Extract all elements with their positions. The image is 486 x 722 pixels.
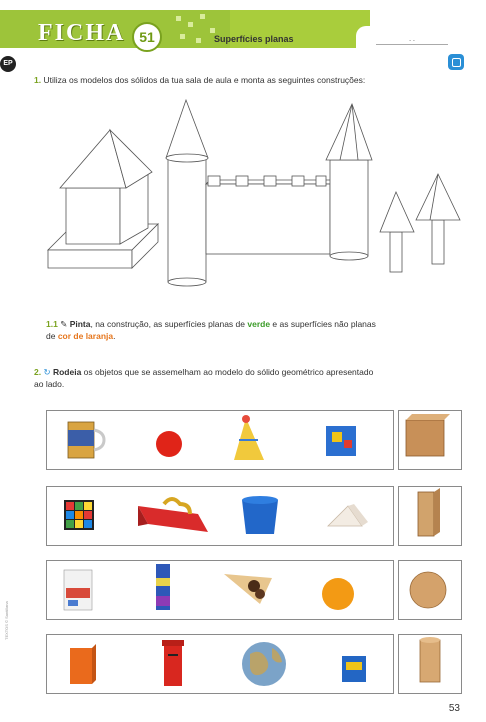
tower-left-rim — [166, 154, 208, 162]
orange-box-object[interactable] — [70, 644, 96, 684]
battlement — [236, 176, 248, 186]
worksheet-subtitle: Superfícies planas — [214, 34, 294, 44]
wooden-sphere-model — [410, 572, 446, 608]
mailbox-object[interactable] — [162, 640, 184, 686]
question-number: 1. — [34, 75, 42, 85]
battlement — [208, 176, 220, 186]
blue-box-object[interactable] — [342, 656, 366, 682]
instruction-text: de — [46, 331, 58, 341]
question-number: 1.1 — [46, 319, 58, 329]
construction-drawing — [40, 96, 470, 296]
row-3-objects — [46, 560, 460, 618]
ep-badge: EP — [0, 56, 16, 72]
tower-left-base — [168, 278, 206, 286]
tower-left-body — [168, 158, 206, 282]
pencil-icon: ✎ — [60, 319, 68, 329]
castle-wall — [206, 184, 330, 254]
base-slab-front — [48, 250, 132, 268]
gift-prism-object[interactable] — [138, 499, 208, 532]
page-number: 53 — [448, 703, 460, 714]
cylinder-tube-object[interactable] — [156, 564, 170, 610]
instruction-verb: Pinta — [69, 319, 91, 329]
globe-object[interactable] — [242, 642, 286, 686]
question-number: 2. — [34, 367, 42, 377]
wooden-cube-model — [406, 414, 450, 456]
green-word: verde — [247, 319, 271, 329]
battlement — [316, 176, 326, 186]
tower-right-body — [330, 160, 368, 256]
instruction-text: , na construção, as superfícies planas de — [90, 319, 248, 329]
rectangular-prism-model — [418, 488, 440, 536]
question-text: Utiliza os modelos dos sólidos da tua sala de aula e monta as seguintes construções: — [43, 75, 366, 85]
digital-resource-icon[interactable] — [448, 54, 464, 70]
instruction-text: . — [113, 331, 116, 341]
small-pyramid — [416, 174, 460, 220]
circle-arrow-icon: ↻ — [43, 367, 51, 377]
triangular-box-object[interactable] — [328, 504, 368, 526]
milk-carton-object[interactable] — [64, 570, 92, 610]
question-1 — [34, 74, 454, 86]
tower-right-base — [330, 252, 368, 260]
question-1-1 — [46, 318, 466, 342]
chestnut-cone-object[interactable] — [224, 574, 272, 604]
tower-right-pyramid — [326, 104, 372, 160]
rubiks-cube-object[interactable] — [64, 500, 94, 530]
instruction-text: ao lado. — [34, 379, 65, 389]
question-2 — [34, 366, 464, 390]
battlement — [264, 176, 276, 186]
instruction-text: os objetos que se assemelham ao modelo do sólido geométrico apresentado — [81, 367, 374, 377]
orange-word: cor de laranja — [57, 331, 114, 341]
tower-left-cone — [166, 100, 208, 158]
instruction-text: e as superfícies não planas — [270, 319, 376, 329]
wooden-cylinder-model — [420, 637, 440, 682]
mug-object[interactable] — [68, 422, 104, 458]
battlement — [292, 176, 304, 186]
instruction-verb: Rodeia — [52, 367, 82, 377]
orange-object[interactable] — [322, 578, 354, 610]
worksheet-number: 51 — [132, 22, 162, 52]
small-tower-cone — [380, 192, 414, 232]
party-hat-object[interactable] — [234, 415, 264, 460]
small-tower-body — [390, 232, 402, 272]
house-body-front — [66, 188, 120, 244]
row-1-objects — [46, 410, 460, 468]
red-ball-object[interactable] — [156, 431, 182, 457]
row-2-objects — [46, 486, 460, 544]
copyright-sidebar: TEXTOS © Santillana — [4, 601, 9, 640]
prism-post — [432, 220, 444, 264]
worksheet-title: FICHA — [38, 20, 126, 46]
name-line[interactable]: - - — [376, 38, 448, 45]
bucket-object[interactable] — [242, 496, 278, 534]
toy-cube-object[interactable] — [326, 426, 356, 456]
row-4-objects — [46, 634, 460, 692]
